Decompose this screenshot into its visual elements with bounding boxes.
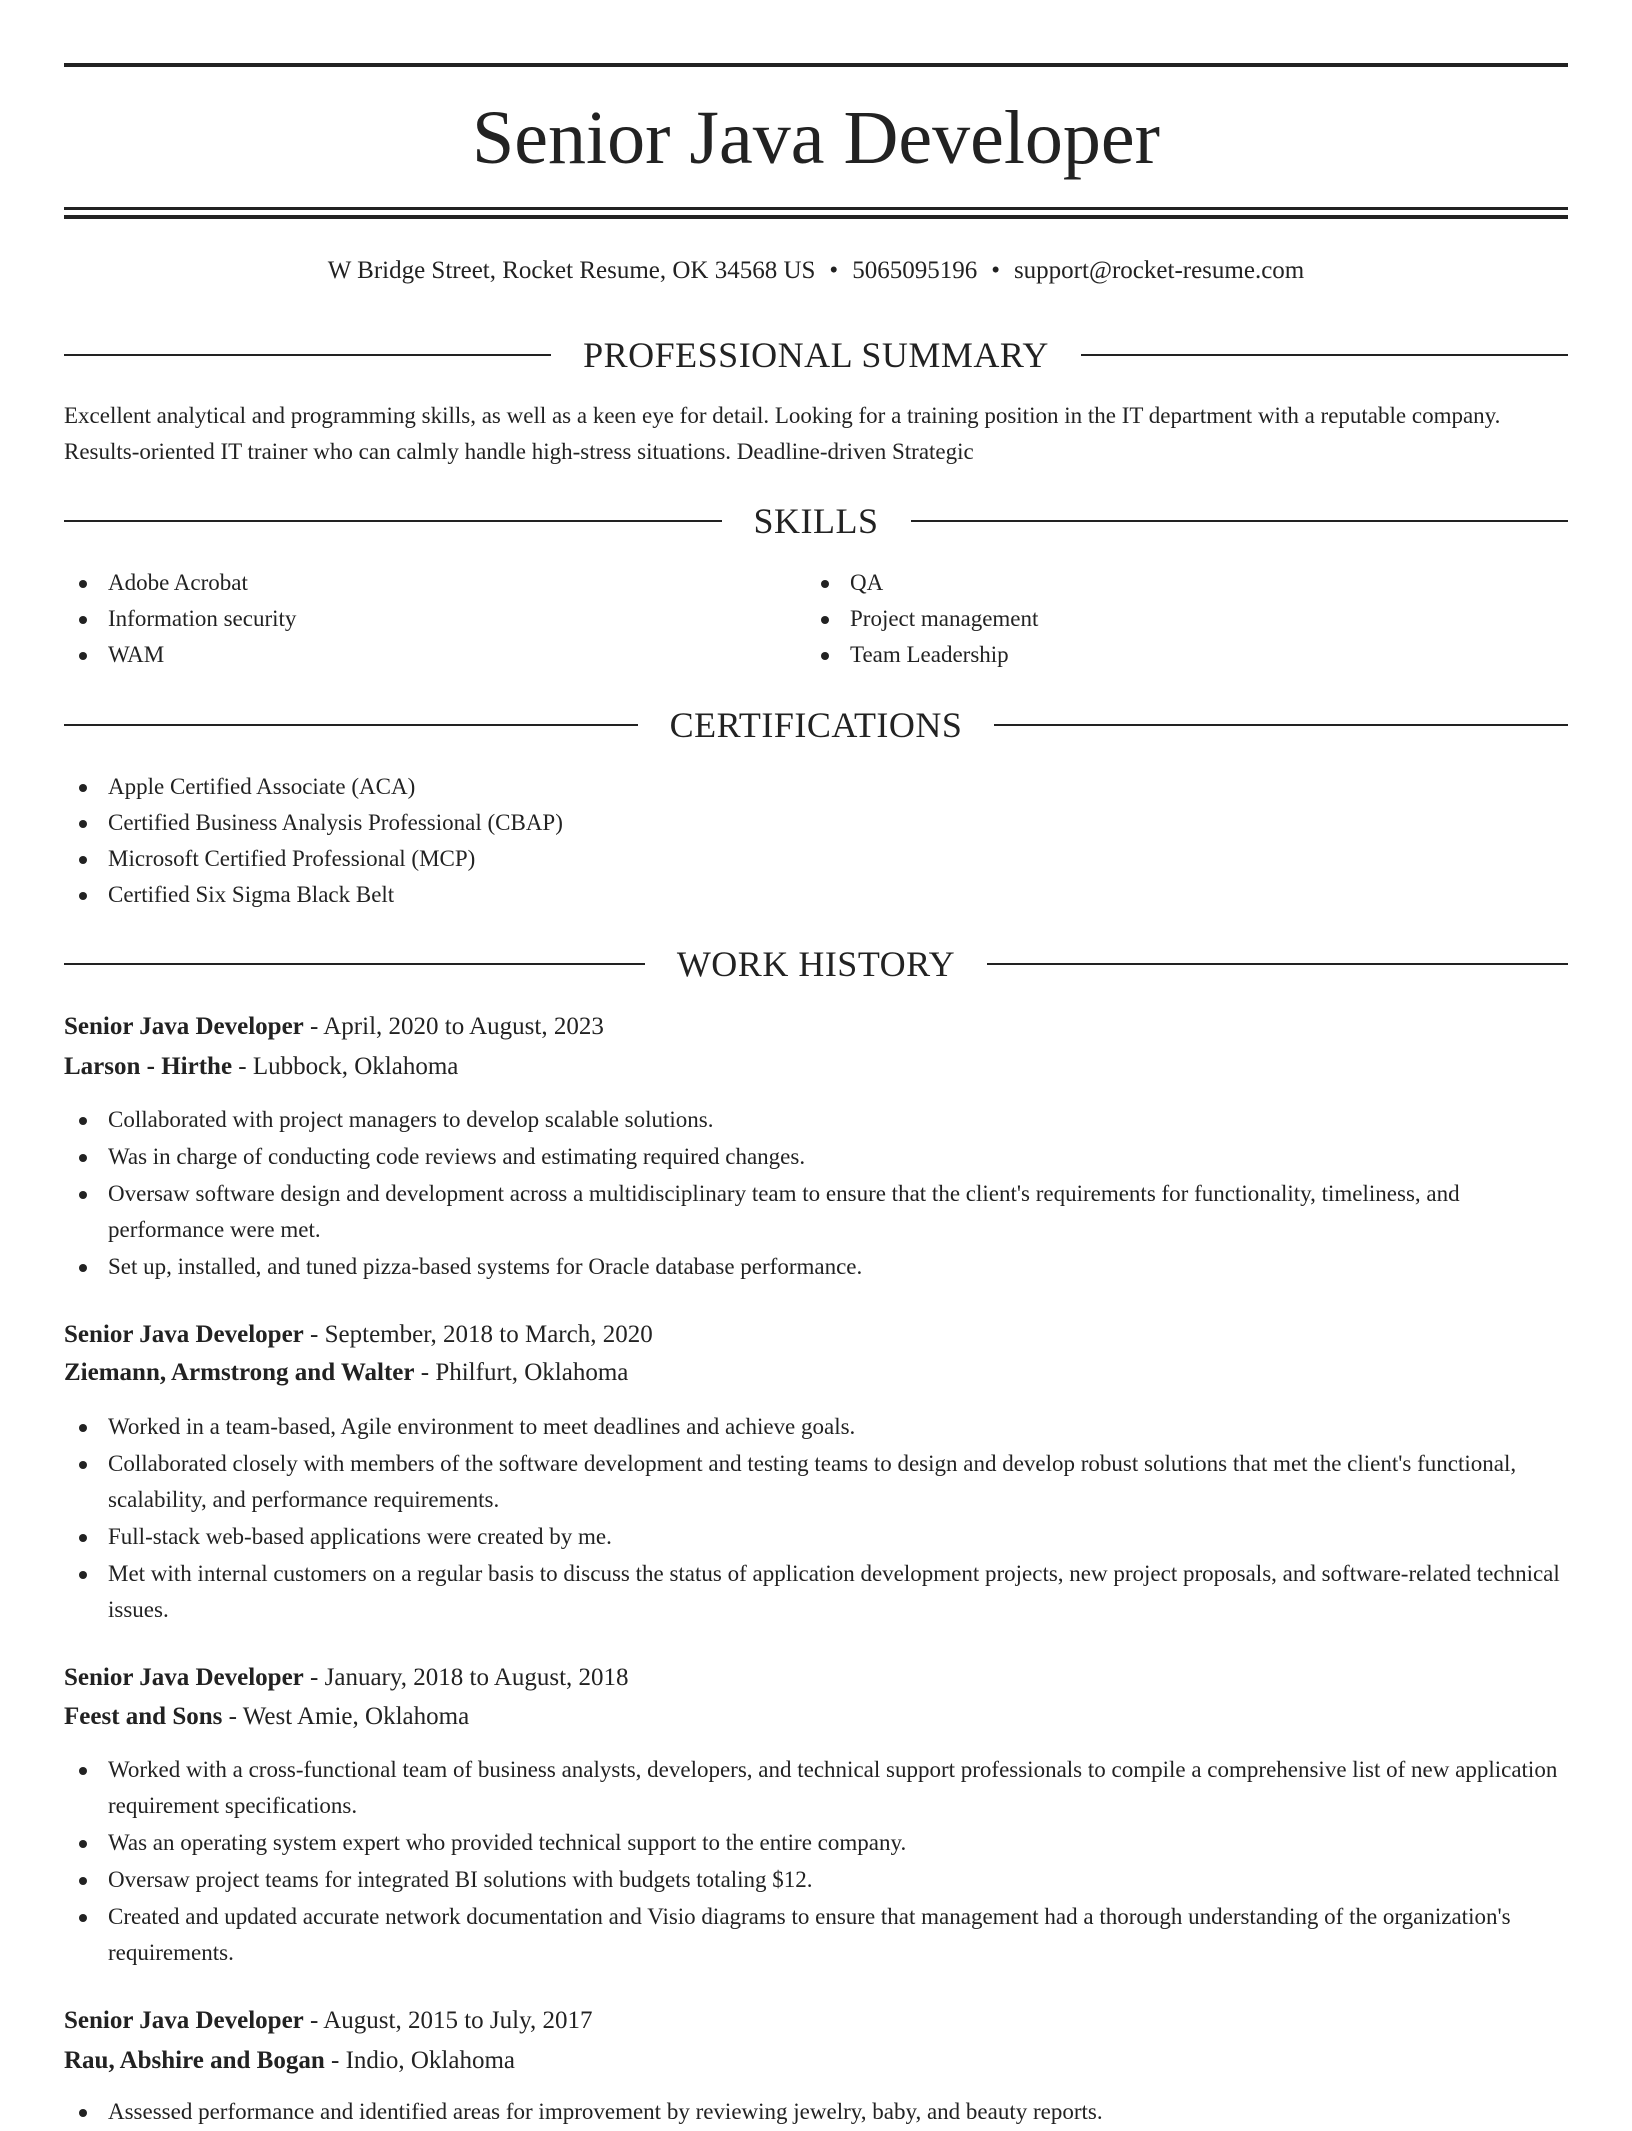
- job-title: Senior Java Developer: [64, 2007, 304, 2034]
- section-heading-certifications: [64, 703, 1568, 747]
- job-location: Indio, Oklahoma: [345, 2047, 515, 2074]
- job-dates: August, 2015 to July, 2017: [323, 2007, 593, 2034]
- job-title: Senior Java Developer: [64, 1321, 304, 1348]
- skills-list-right: [806, 565, 1526, 673]
- job-bullet: Collaborated closely with members of the software development and testing teams to design and develop robust solutions that met the client's functional, scalability, and performance requirements.: [64, 1446, 1568, 1518]
- job-bullets: [64, 2094, 1568, 2131]
- job-dates: January, 2018 to August, 2018: [324, 1664, 629, 1691]
- job-title-line: Senior Java Developer - August, 2015 to July, 2017: [64, 2007, 593, 2034]
- job-location: West Amie, Oklahoma: [242, 1703, 470, 1730]
- skill-item: QA: [806, 565, 1526, 601]
- job-bullet: Oversaw project teams for integrated BI solutions with budgets totaling $12.: [64, 1862, 1568, 1898]
- heading-rule: [64, 724, 638, 726]
- certification-item: Microsoft Certified Professional (MCP): [64, 841, 1568, 877]
- contact-email: support@rocket-resume.com: [1013, 257, 1305, 284]
- section-title: SKILLS: [753, 501, 879, 541]
- job-bullet: Met with internal customers on a regular basis to discuss the status of application development projects, new project proposals, and software-related technical issues.: [64, 1556, 1568, 1628]
- job-title-line: Senior Java Developer - September, 2018 to March, 2020: [64, 1321, 653, 1348]
- job-bullet: Worked in a team-based, Agile environment to meet deadlines and achieve goals.: [64, 1409, 1568, 1445]
- job-title: Senior Java Developer: [64, 1013, 304, 1040]
- page-title: Senior Java Developer: [472, 96, 1160, 180]
- skill-item: Team Leadership: [806, 637, 1526, 673]
- contact-line: [64, 253, 1568, 289]
- job-location: Philfurt, Oklahoma: [435, 1359, 629, 1386]
- heading-rule: [64, 354, 551, 356]
- section-heading-work-history: [64, 942, 1568, 986]
- section-title: CERTIFICATIONS: [669, 705, 963, 745]
- title-underline-rule-second: [64, 215, 1568, 219]
- job-title-line: Senior Java Developer - January, 2018 to August, 2018: [64, 1664, 629, 1691]
- job-company-line: Rau, Abshire and Bogan - Indio, Oklahoma: [64, 2047, 515, 2074]
- title-underline-rule: [64, 207, 1568, 210]
- skill-item: Information security: [64, 601, 784, 637]
- job-bullet: Was in charge of conducting code reviews and estimating required changes.: [64, 1139, 1568, 1175]
- heading-rule: [64, 963, 645, 965]
- skill-item: Adobe Acrobat: [64, 565, 784, 601]
- contact-phone: 5065095196: [852, 257, 978, 284]
- certification-item: Certified Business Analysis Professional (CBAP): [64, 805, 1568, 841]
- heading-rule: [994, 724, 1568, 726]
- section-title: PROFESSIONAL SUMMARY: [583, 335, 1049, 375]
- job-bullets: [64, 1752, 1568, 1972]
- skill-item: WAM: [64, 637, 784, 673]
- heading-rule: [1081, 354, 1568, 356]
- job-bullet: Worked with a cross-functional team of business analysts, developers, and technical support professionals to compile a comprehensive list of new application requirement specifications.: [64, 1752, 1568, 1824]
- top-rule: [64, 63, 1568, 67]
- certifications-list: [64, 769, 1568, 913]
- job-company-line: Larson - Hirthe - Lubbock, Oklahoma: [64, 1053, 459, 1080]
- section-heading-skills: [64, 499, 1568, 543]
- section-title: WORK HISTORY: [676, 944, 956, 984]
- job-bullet: Assessed performance and identified areas for improvement by reviewing jewelry, baby, and beauty reports.: [64, 2094, 1568, 2130]
- certification-item: Certified Six Sigma Black Belt: [64, 877, 1568, 913]
- job-company-line: Ziemann, Armstrong and Walter - Philfurt, Oklahoma: [64, 1359, 629, 1386]
- job-bullet: Created and updated accurate network documentation and Visio diagrams to ensure that management had a thorough understanding of the organization's requirements.: [64, 1899, 1568, 1971]
- job-title: Senior Java Developer: [64, 1664, 304, 1691]
- job-title-line: Senior Java Developer - April, 2020 to August, 2023: [64, 1013, 604, 1040]
- certification-item: Apple Certified Associate (ACA): [64, 769, 1568, 805]
- contact-separator: •: [991, 257, 1000, 284]
- job-company-line: Feest and Sons - West Amie, Oklahoma: [64, 1703, 470, 1730]
- job-dates: September, 2018 to March, 2020: [324, 1321, 653, 1348]
- heading-rule: [911, 520, 1569, 522]
- summary-text: Excellent analytical and programming skills, as well as a keen eye for detail. Looking for a training position in the IT department with a reputable company. Results-oriented IT trainer who can calmly handle high-stress situations. Deadline-driven Strategic: [64, 403, 1501, 464]
- job-bullets: [64, 1409, 1568, 1629]
- job-bullet: Was an operating system expert who provided technical support to the entire company.: [64, 1825, 1568, 1861]
- heading-rule: [64, 520, 722, 522]
- contact-address: W Bridge Street, Rocket Resume, OK 34568 US: [327, 257, 816, 284]
- job-bullet: Set up, installed, and tuned pizza-based systems for Oracle database performance.: [64, 1249, 1568, 1285]
- job-company: Ziemann, Armstrong and Walter: [64, 1359, 415, 1386]
- heading-rule: [987, 963, 1568, 965]
- job-dates: April, 2020 to August, 2023: [323, 1013, 604, 1040]
- job-bullets: [64, 1102, 1568, 1286]
- job-bullet: Collaborated with project managers to develop scalable solutions.: [64, 1102, 1568, 1138]
- skill-item: Project management: [806, 601, 1526, 637]
- job-bullet: Oversaw software design and development across a multidisciplinary team to ensure that the client's requirements for functionality, timeliness, and performance were met.: [64, 1176, 1568, 1248]
- skills-list-left: [64, 565, 784, 673]
- job-company: Feest and Sons: [64, 1703, 223, 1730]
- job-company: Larson - Hirthe: [64, 1053, 233, 1080]
- job-bullet: Full-stack web-based applications were created by me.: [64, 1519, 1568, 1555]
- job-location: Lubbock, Oklahoma: [252, 1053, 459, 1080]
- job-company: Rau, Abshire and Bogan: [64, 2047, 325, 2074]
- section-heading-summary: [64, 333, 1568, 377]
- contact-separator: •: [829, 257, 839, 284]
